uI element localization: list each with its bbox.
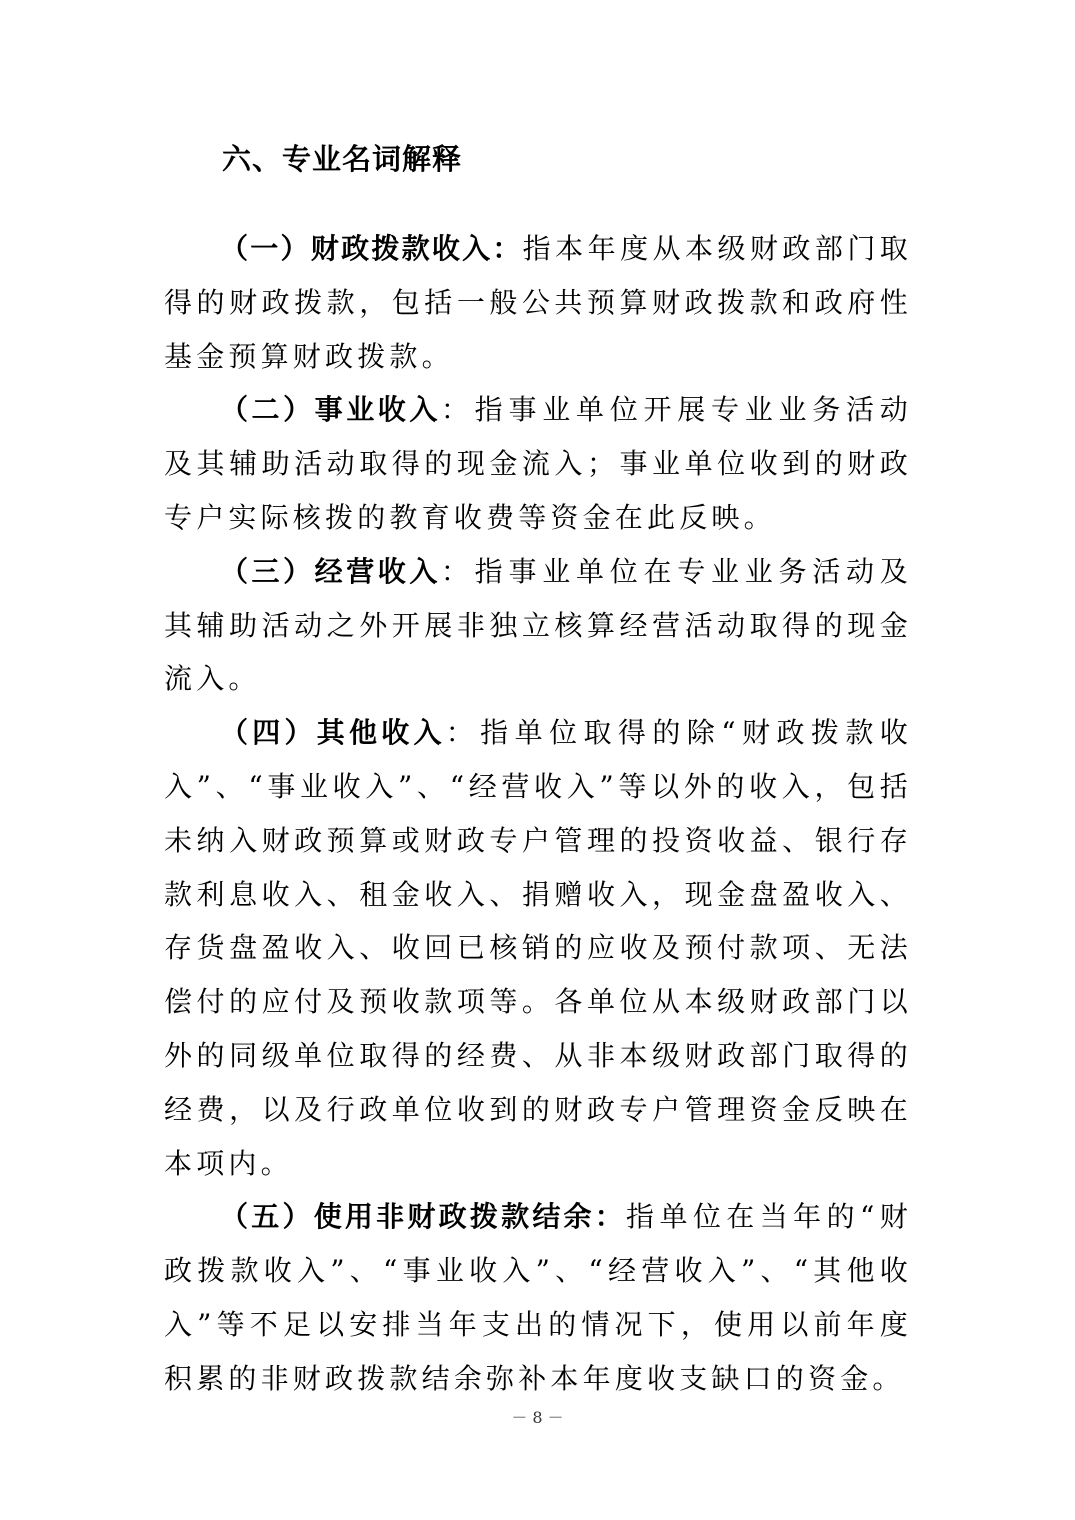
definitions-list [164,222,912,1406]
definition-term: （四）其他收入 [220,716,446,750]
definition-term: （五）使用非财政拨款结余： [220,1200,627,1234]
definition-text: 指单位在当年的“财政拨款收入”、“事业收入”、“经营收入”、“其他收入”等不足以安排当年支出的情况下，使用以前年度积累的非财政拨款结余弥补本年度收支缺口的资金。 [164,1200,912,1395]
definition-term: （二）事业收入 [220,393,441,427]
definition-fiscal-appropriation [164,222,912,383]
definition-text: ：指事业单位在专业业务活动及其辅助活动之外开展非独立核算经营活动取得的现金流入。 [164,554,912,696]
definition-text: ：指单位取得的除“财政拨款收入”、“事业收入”、“经营收入”等以外的收入，包括未纳入财政预算或财政专户管理的投资收益、银行存款利息收入、租金收入、捐赠收入，现金盘盈收入、存货盘盈收入、收回已核销的应收及预付款项、无法偿付的应付及预收款项等。各单位从本级财政部门以外的同级单位取得的经费、从非本级财政部门取得的经费，以及行政单位收到的财政专户管理资金反映在本项内。 [164,716,912,1180]
definition-term: （三）经营收入 [220,554,441,588]
definition-other-income [164,706,912,1190]
definition-non-fiscal-surplus [164,1190,912,1405]
definition-text: 指本年度从本级财政部门取得的财政拨款，包括一般公共预算财政拨款和政府性基金预算财政拨款。 [164,232,912,373]
definition-operating-income [164,545,912,706]
definition-text: ：指事业单位开展专业业务活动及其辅助活动取得的现金流入；事业单位收到的财政专户实际核拨的教育收费等资金在此反映。 [164,393,912,534]
definition-business-income [164,383,912,544]
section-heading: 六、专业名词解释 [222,142,463,176]
definition-term: （一）财政拨款收入： [220,232,523,265]
page-number: － 8 － [511,1408,564,1427]
